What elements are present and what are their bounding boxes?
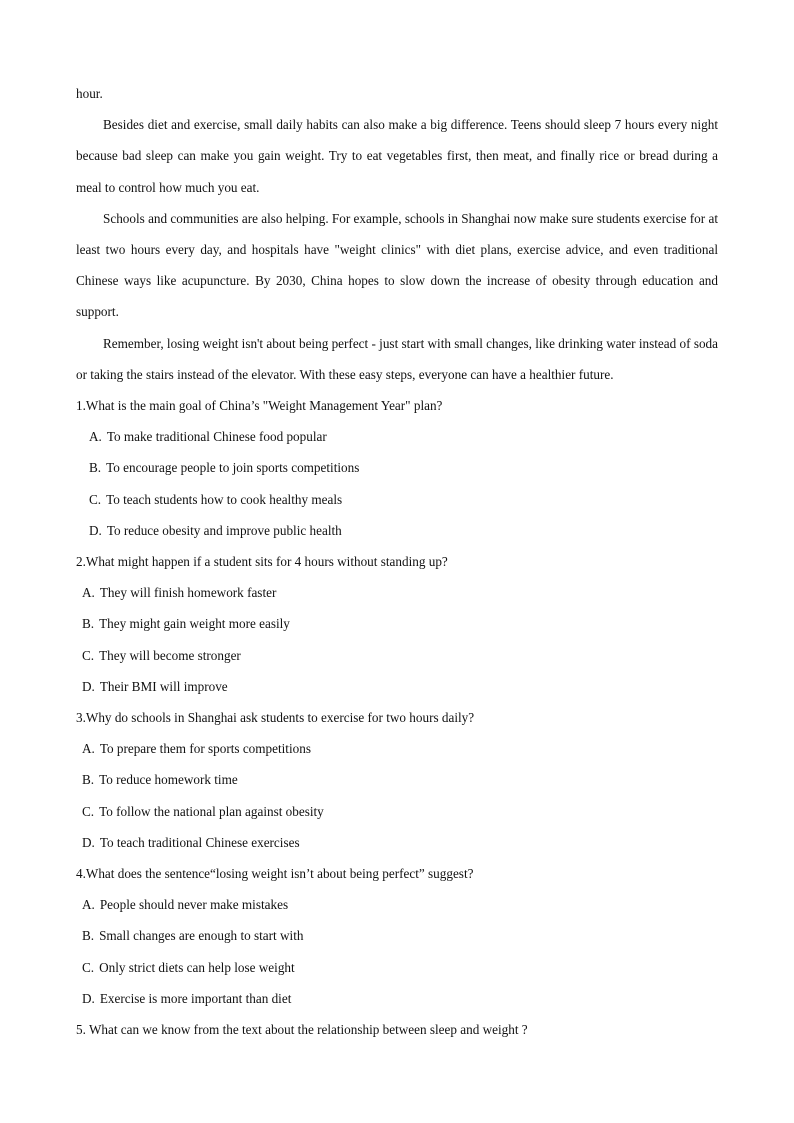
option-text: They will finish homework faster [99,585,277,601]
reading-passage [76,78,718,390]
option-letter: A. [82,897,95,913]
option-letter: B. [82,616,95,632]
option-item [76,640,718,671]
question-5 [76,1014,718,1045]
passage-paragraph: hour. [76,86,103,101]
option-text: To encourage people to join sports competitions [106,460,360,476]
option-text: To teach students how to cook healthy meals [106,491,343,507]
question-stem: 1.What is the main goal of China’s "Weight Management Year" plan? [76,398,443,414]
option-text: To follow the national plan against obesity [99,803,324,819]
option-letter: A. [82,741,95,757]
question-stem: 4.What does the sentence“losing weight isn’t about being perfect” suggest? [76,866,474,882]
option-letter: C. [82,803,95,819]
document-page [76,78,718,1045]
option-item [76,827,718,858]
option-letter: D. [82,834,95,850]
option-text: Small changes are enough to start with [99,928,304,944]
passage-paragraph: Remember, losing weight isn't about being perfect - just start with small changes, like drinking water instead of soda or taking the stairs instead of the elevator. With these easy steps, everyone can have a healthier future. [76,335,718,382]
option-text: Exercise is more important than diet [99,990,292,1006]
option-letter: C. [82,959,95,975]
option-item [76,733,718,764]
option-letter: A. [82,585,95,601]
option-letter: C. [89,491,102,507]
question-2 [76,546,718,702]
option-text: People should never make mistakes [99,897,289,913]
option-letter: B. [89,460,102,476]
option-item [76,671,718,702]
question-4 [76,858,718,1014]
option-list [76,577,718,702]
question-3 [76,702,718,858]
option-text: Only strict diets can help lose weight [99,959,295,975]
option-item [76,764,718,795]
option-letter: B. [82,928,95,944]
option-item [76,515,718,546]
question-stem: 3.Why do schools in Shanghai ask students to exercise for two hours daily? [76,710,475,726]
option-text: To reduce homework time [99,772,238,788]
option-letter: D. [82,678,95,694]
option-text: They might gain weight more easily [99,616,290,632]
option-item [76,983,718,1014]
option-item [76,452,718,483]
question-stem: 2.What might happen if a student sits for 4 hours without standing up? [76,554,448,570]
option-list [76,889,718,1014]
option-letter: C. [82,647,95,663]
option-item [76,796,718,827]
option-text: To teach traditional Chinese exercises [99,834,300,850]
passage-paragraph: Schools and communities are also helping. For example, schools in Shanghai now make sure students exercise for at least two hours every day, and hospitals have "weight clinics" with diet plans, exercise advice, and even traditional Chinese ways like acupuncture. By 2030, China hopes to slow down the increase of obesity through education and support. [76,210,718,320]
option-item [76,577,718,608]
option-item [76,889,718,920]
option-list [76,733,718,858]
option-text: To reduce obesity and improve public health [106,522,342,538]
question-stem: 5. What can we know from the text about the relationship between sleep and weight ? [76,1022,528,1038]
option-letter: D. [82,990,95,1006]
option-item [76,421,718,452]
question-1 [76,390,718,546]
option-text: Their BMI will improve [99,678,228,694]
option-letter: A. [89,429,102,445]
option-item [76,952,718,983]
option-item [76,920,718,951]
option-letter: D. [89,522,102,538]
option-text: To make traditional Chinese food popular [106,429,327,445]
option-item [76,608,718,639]
option-letter: B. [82,772,95,788]
option-text: To prepare them for sports competitions [99,741,311,757]
option-text: They will become stronger [99,647,241,663]
passage-paragraph: Besides diet and exercise, small daily habits can also make a big difference. Teens should sleep 7 hours every night because bad sleep can make you gain weight. Try to eat vegetables first, then meat, and finally rice or bread during a meal to control how much you eat. [76,117,718,195]
option-list [76,421,718,546]
option-item [76,484,718,515]
